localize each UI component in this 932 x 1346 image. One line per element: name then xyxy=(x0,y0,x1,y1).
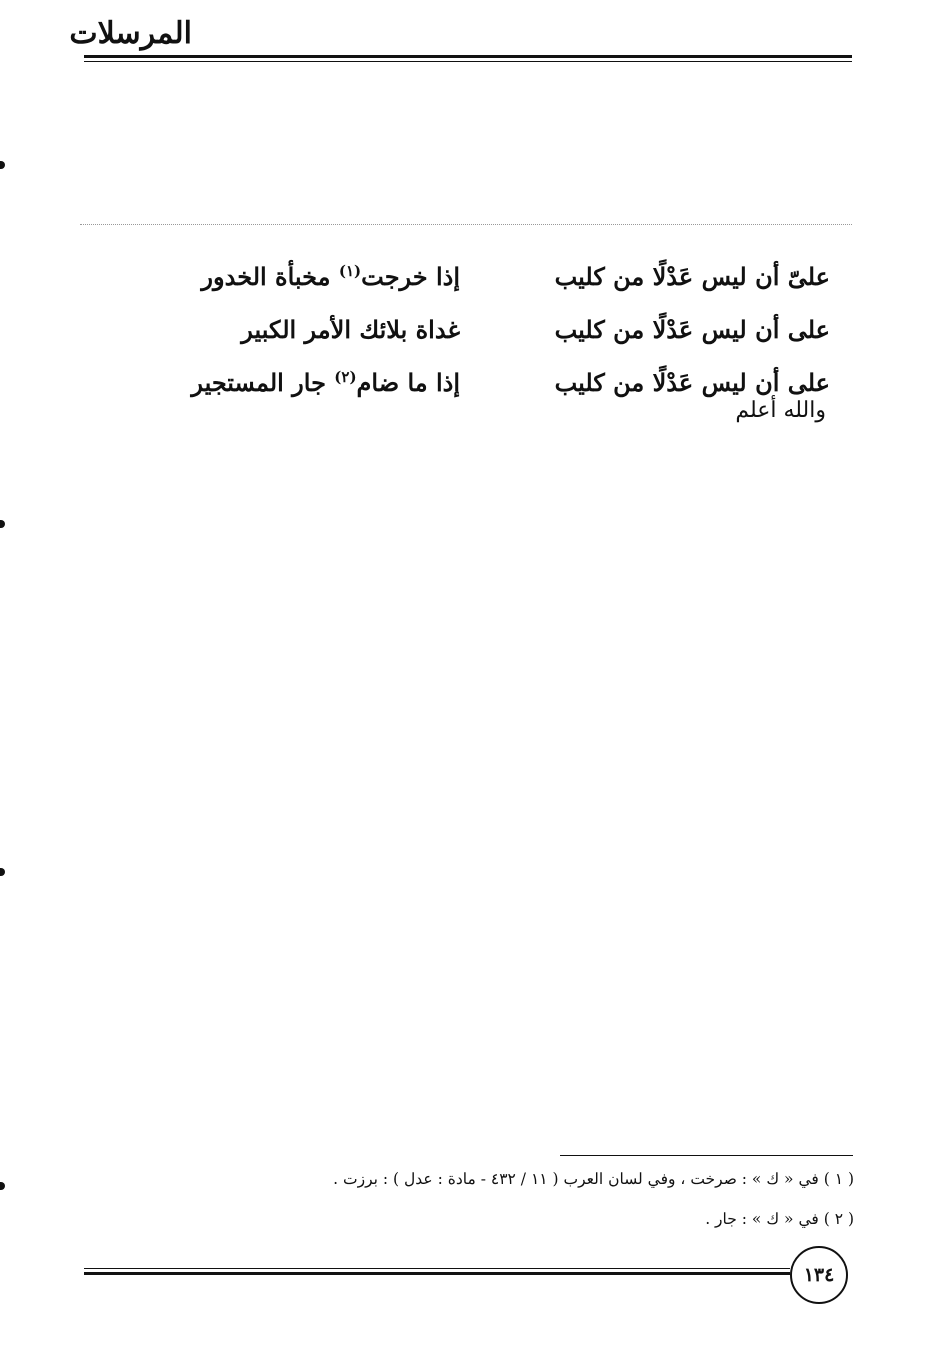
margin-mark xyxy=(0,1182,5,1190)
footnote-separator xyxy=(560,1155,853,1156)
header-rule-thin xyxy=(84,61,852,62)
margin-mark xyxy=(0,520,5,528)
footnote-2: ( ٢ ) في « ك » : جار . xyxy=(705,1210,854,1228)
closing-phrase: والله أعلم xyxy=(735,398,826,423)
verse-line xyxy=(140,303,830,356)
verse-text: غداة بلائك الأمر الكبير xyxy=(241,315,460,344)
verse-text: جار المستجير xyxy=(191,368,335,397)
running-header-title: المرسلات xyxy=(69,16,192,51)
header-rule-thick xyxy=(84,55,852,58)
margin-mark xyxy=(0,161,5,169)
footer-rule-thin xyxy=(84,1268,790,1269)
section-divider xyxy=(80,224,852,225)
verse-first-hemistich: على أن ليس عَدْلًا من كليب xyxy=(554,368,830,397)
verse-text: إذا خرجت xyxy=(361,262,460,291)
verse-second-hemistich xyxy=(160,315,460,344)
verse-text: إذا ما ضام xyxy=(356,368,460,397)
footer-rule-thick xyxy=(84,1272,790,1275)
footnote-1: ( ١ ) في « ك » : صرخت ، وفي لسان العرب ( ١١ / ٤٣٢ - مادة : عدل ) : برزت . xyxy=(333,1170,854,1188)
footnote-marker: (١) xyxy=(338,262,362,280)
margin-mark xyxy=(0,868,5,876)
page-number: ١٣٤ xyxy=(790,1246,848,1304)
poem-verses xyxy=(140,250,830,409)
verse-second-hemistich xyxy=(160,262,460,291)
verse-text: مخبأة الخدور xyxy=(201,262,339,291)
footnote-marker: (٢) xyxy=(334,368,357,386)
verse-first-hemistich: علىّ أن ليس عَدْلًا من كليب xyxy=(554,262,830,291)
verse-first-hemistich: على أن ليس عَدْلًا من كليب xyxy=(554,315,830,344)
verse-second-hemistich xyxy=(160,368,460,397)
verse-line xyxy=(140,250,830,303)
